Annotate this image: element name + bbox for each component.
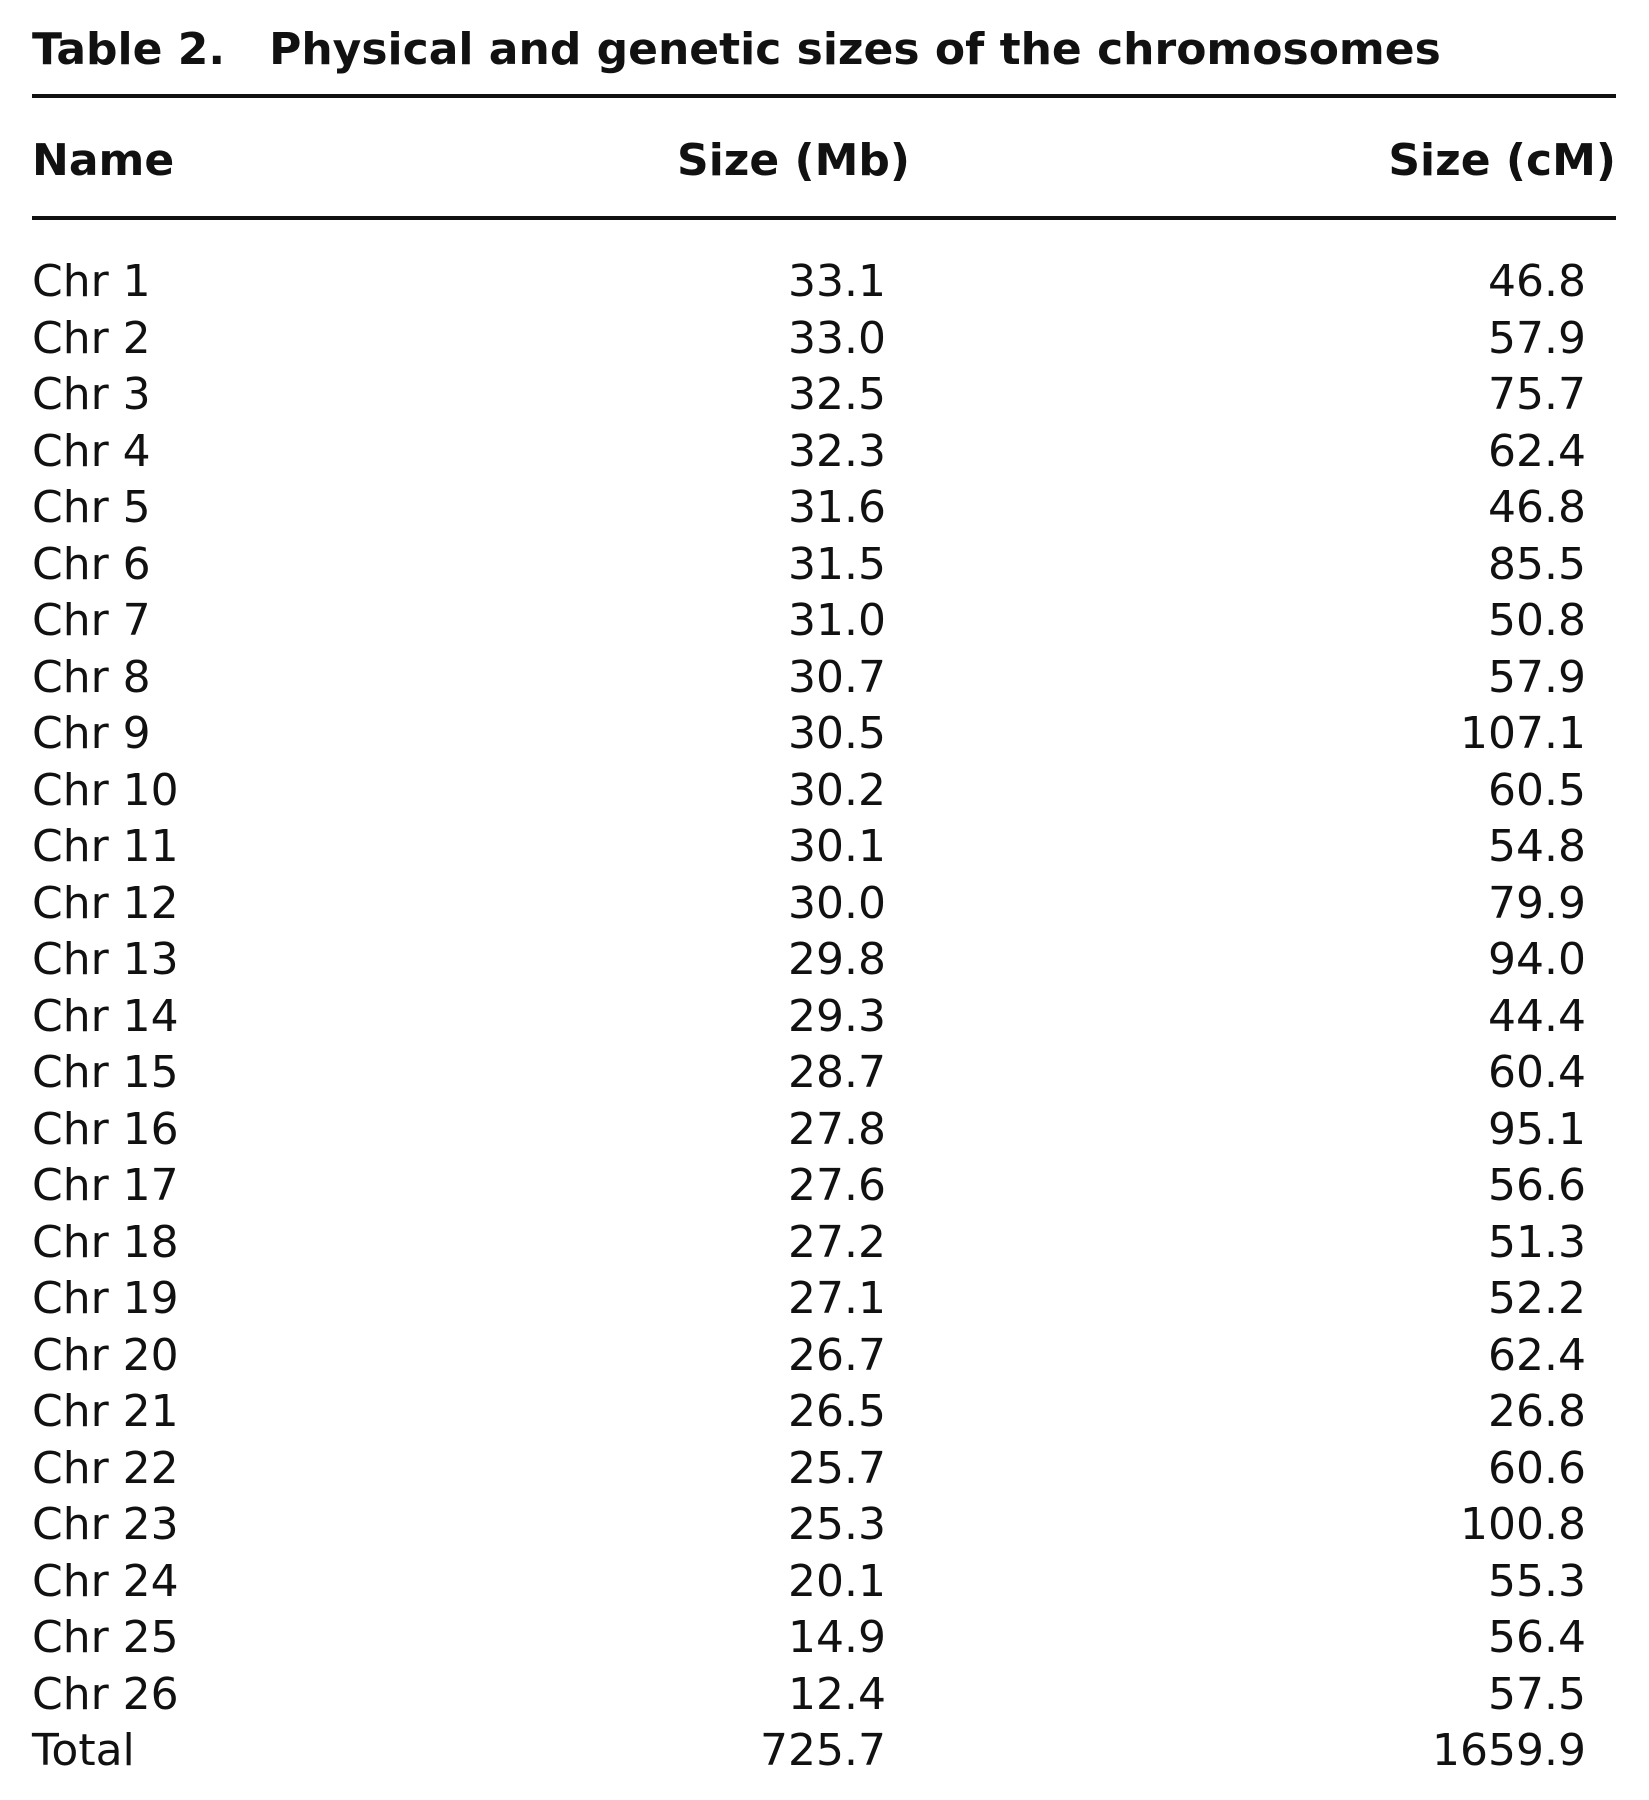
cell-size-mb: 12.4 (788, 1668, 886, 1720)
cell-size-mb: 31.5 (788, 538, 886, 590)
column-header-size-cm: Size (cM) (1388, 135, 1616, 186)
cell-size-mb: 25.7 (788, 1442, 886, 1494)
cell-name: Chr 1 (32, 256, 151, 307)
cell-size-cm: 57.5 (1488, 1668, 1586, 1720)
cell-size-cm: 50.8 (1488, 595, 1586, 646)
table-row (32, 1610, 1616, 1667)
cell-size-mb: 32.3 (788, 425, 886, 477)
column-header-name: Name (32, 135, 175, 186)
table-row (32, 1554, 1616, 1611)
cell-size-cm: 56.6 (1488, 1160, 1586, 1211)
table-row (32, 1328, 1616, 1385)
cell-size-mb: 30.7 (788, 651, 886, 703)
cell-name: Chr 19 (32, 1273, 179, 1324)
cell-name: Chr 24 (32, 1555, 179, 1607)
table-row (32, 650, 1616, 707)
cell-name: Chr 18 (32, 1216, 179, 1268)
cell-name: Total (32, 1725, 135, 1776)
cell-size-cm: 100.8 (1460, 1499, 1586, 1550)
table-row (32, 706, 1616, 763)
cell-name: Chr 26 (32, 1668, 179, 1720)
cell-size-mb: 30.5 (788, 708, 886, 759)
cell-size-cm: 60.6 (1488, 1442, 1586, 1494)
cell-size-cm: 44.4 (1488, 990, 1586, 1042)
cell-name: Chr 13 (32, 934, 179, 985)
table-title: Physical and genetic sizes of the chromosomes (269, 24, 1441, 75)
cell-size-cm: 56.4 (1488, 1612, 1586, 1663)
cell-size-cm: 85.5 (1488, 538, 1586, 590)
table-row (32, 1441, 1616, 1498)
table-row (32, 1723, 1616, 1780)
cell-name: Chr 16 (32, 1103, 179, 1155)
table-row (32, 537, 1616, 594)
cell-size-cm: 95.1 (1488, 1103, 1586, 1155)
table-row (32, 1271, 1616, 1328)
cell-size-cm: 55.3 (1488, 1555, 1586, 1607)
cell-size-mb: 31.6 (788, 482, 886, 533)
table-row (32, 480, 1616, 537)
cell-name: Chr 7 (32, 595, 151, 646)
cell-name: Chr 21 (32, 1386, 179, 1437)
cell-name: Chr 17 (32, 1160, 179, 1211)
cell-size-mb: 32.5 (788, 369, 886, 420)
table-body (32, 254, 1616, 1780)
cell-size-cm: 62.4 (1488, 1329, 1586, 1381)
table-row (32, 593, 1616, 650)
table-row (32, 989, 1616, 1046)
table-row (32, 819, 1616, 876)
cell-size-mb: 27.1 (788, 1273, 886, 1324)
table-row (32, 763, 1616, 820)
cell-size-mb: 30.1 (788, 821, 886, 872)
table-row (32, 1158, 1616, 1215)
cell-size-cm: 79.9 (1488, 877, 1586, 929)
header-rule (32, 216, 1616, 220)
cell-name: Chr 6 (32, 538, 151, 590)
table-label: Table 2. (32, 24, 226, 75)
cell-size-mb: 25.3 (788, 1499, 886, 1550)
cell-size-cm: 62.4 (1488, 425, 1586, 477)
cell-size-cm: 26.8 (1488, 1386, 1586, 1437)
cell-size-mb: 725.7 (760, 1725, 886, 1776)
column-header-size-mb: Size (Mb) (677, 135, 911, 186)
cell-size-mb: 30.0 (788, 877, 886, 929)
cell-size-cm: 60.5 (1488, 764, 1586, 816)
cell-size-cm: 46.8 (1488, 482, 1586, 533)
cell-size-cm: 57.9 (1488, 651, 1586, 703)
table-row (32, 1497, 1616, 1554)
cell-name: Chr 25 (32, 1612, 179, 1663)
cell-size-cm: 57.9 (1488, 312, 1586, 364)
cell-size-mb: 26.5 (788, 1386, 886, 1437)
cell-name: Chr 15 (32, 1047, 179, 1098)
table-row (32, 254, 1616, 311)
cell-size-cm: 52.2 (1488, 1273, 1586, 1324)
cell-size-mb: 27.8 (788, 1103, 886, 1155)
cell-name: Chr 9 (32, 708, 151, 759)
cell-name: Chr 3 (32, 369, 151, 420)
cell-name: Chr 22 (32, 1442, 179, 1494)
cell-size-cm: 107.1 (1460, 708, 1586, 759)
table-row (32, 311, 1616, 368)
cell-size-mb: 33.1 (788, 256, 886, 307)
cell-name: Chr 4 (32, 425, 151, 477)
cell-size-mb: 33.0 (788, 312, 886, 364)
table-row (32, 1045, 1616, 1102)
table-row (32, 1384, 1616, 1441)
cell-name: Chr 10 (32, 764, 179, 816)
table-row (32, 1102, 1616, 1159)
cell-size-cm: 94.0 (1488, 934, 1586, 985)
cell-size-cm: 75.7 (1488, 369, 1586, 420)
table-row (32, 367, 1616, 424)
cell-name: Chr 11 (32, 821, 179, 872)
cell-size-cm: 46.8 (1488, 256, 1586, 307)
table-caption (32, 22, 1441, 78)
cell-size-cm: 60.4 (1488, 1047, 1586, 1098)
cell-size-mb: 26.7 (788, 1329, 886, 1381)
cell-size-mb: 30.2 (788, 764, 886, 816)
top-rule (32, 94, 1616, 98)
cell-name: Chr 8 (32, 651, 151, 703)
table-row (32, 932, 1616, 989)
cell-size-cm: 1659.9 (1432, 1725, 1586, 1776)
cell-name: Chr 2 (32, 312, 151, 364)
cell-size-mb: 20.1 (788, 1555, 886, 1607)
cell-size-mb: 27.6 (788, 1160, 886, 1211)
cell-name: Chr 5 (32, 482, 151, 533)
cell-size-mb: 29.3 (788, 990, 886, 1042)
cell-size-mb: 28.7 (788, 1047, 886, 1098)
cell-name: Chr 23 (32, 1499, 179, 1550)
table-row (32, 876, 1616, 933)
cell-size-mb: 14.9 (788, 1612, 886, 1663)
cell-name: Chr 20 (32, 1329, 179, 1381)
table-row (32, 1215, 1616, 1272)
cell-size-cm: 51.3 (1488, 1216, 1586, 1268)
cell-name: Chr 12 (32, 877, 179, 929)
cell-size-mb: 27.2 (788, 1216, 886, 1268)
cell-size-mb: 29.8 (788, 934, 886, 985)
table-row (32, 1667, 1616, 1724)
cell-name: Chr 14 (32, 990, 179, 1042)
cell-size-cm: 54.8 (1488, 821, 1586, 872)
table-row (32, 424, 1616, 481)
cell-size-mb: 31.0 (788, 595, 886, 646)
